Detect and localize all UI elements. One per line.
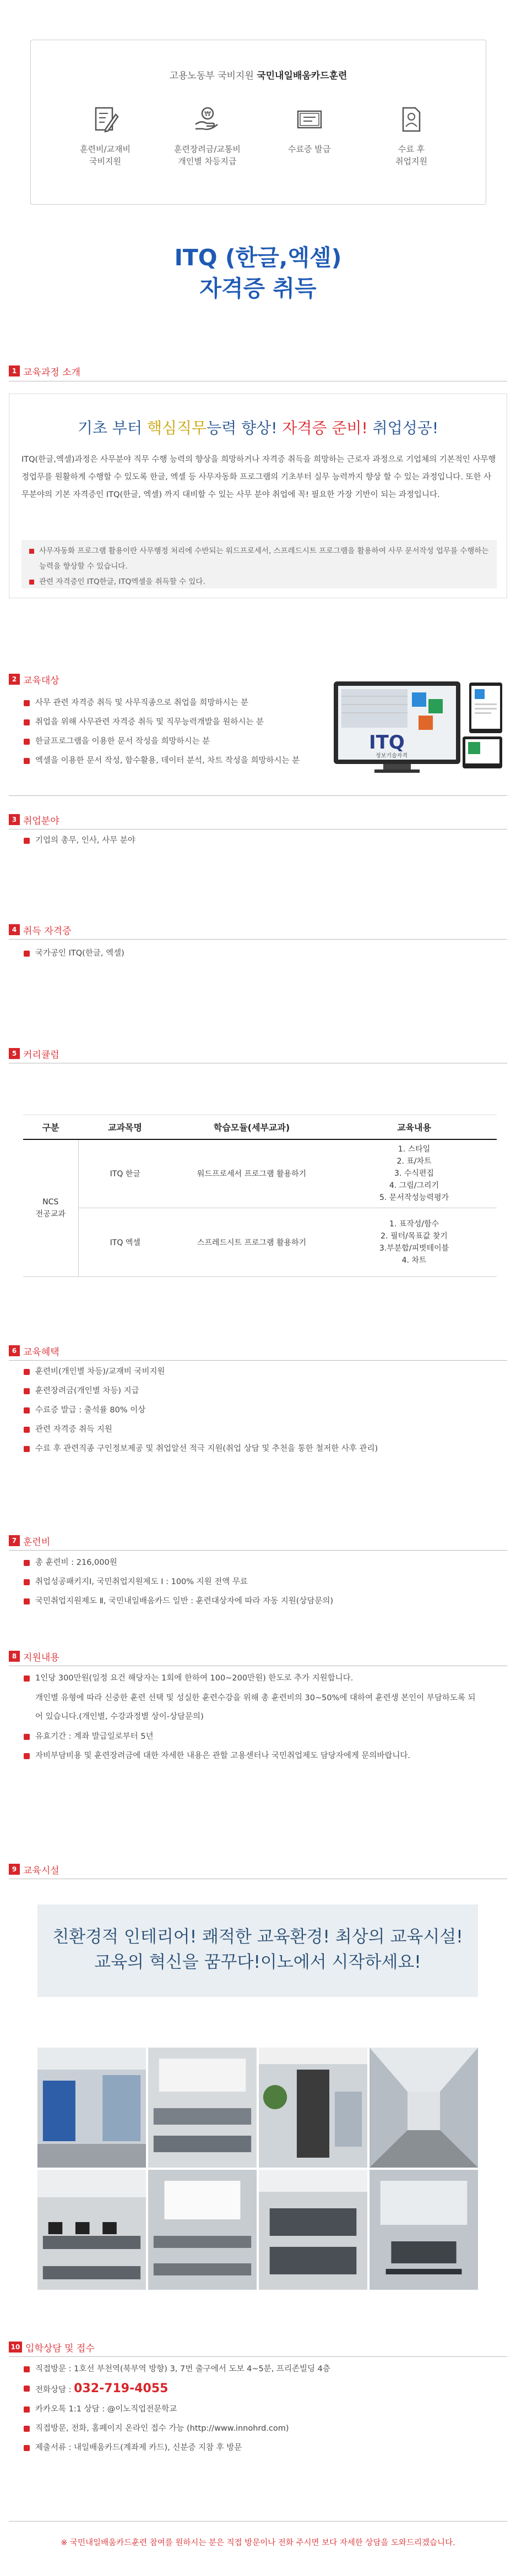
support-header xyxy=(31,68,486,81)
job-support-icon xyxy=(395,103,427,135)
list-item: 유효기간 : 계좌 발급일로부터 5년 xyxy=(22,1727,410,1747)
support-item-label: 훈련장려금/교통비 개인별 차등지급 xyxy=(173,144,241,166)
table-cell: 워드프로세서 프로그램 활용하기 xyxy=(172,1139,332,1208)
support-icons xyxy=(58,103,458,167)
list-item: 수료 후 관련직종 구인정보제공 및 취업알선 적극 지원(취업 상담 및 추천을 통한 철저한 사후 관리) xyxy=(22,1439,378,1459)
section-number: 8 xyxy=(9,1651,20,1662)
section-title: 교육대상 xyxy=(23,675,59,686)
document-pen-icon xyxy=(89,103,121,135)
benefit-list xyxy=(22,1362,378,1459)
section-number: 9 xyxy=(9,1864,20,1875)
svg-text:₩: ₩ xyxy=(204,110,211,118)
intro-sub-item: 관련 자격증인 ITQ한글, ITQ엑셀을 취득할 수 있다. xyxy=(27,574,497,590)
support-list-2 xyxy=(22,1727,410,1766)
section-number: 2 xyxy=(9,674,20,685)
intro-sub-item: 사무자동화 프로그램 활용이란 사무행정 처리에 수반되는 워드프로세서, 스프레드시트 프로그램을 활용하여 사무 문서작성 업무를 수행하는 능력을 향상할 수 있습니다. xyxy=(27,543,497,574)
list-item: 국가공인 ITQ(한글, 엑셀) xyxy=(22,944,124,963)
table-cell: 스프레드시트 프로그램 활용하기 xyxy=(172,1208,332,1277)
list-item-phone xyxy=(22,2379,330,2400)
facility-photo-grid xyxy=(37,2048,478,2290)
section-header-curri xyxy=(9,1046,59,1061)
section-title: 훈련비 xyxy=(23,1536,51,1548)
list-item: 사무 관련 자격증 취득 및 사무직종으로 취업을 희망하시는 분 xyxy=(22,694,300,713)
support-header-bold: 국민내일배움카드훈련 xyxy=(257,70,347,81)
section-header-cert xyxy=(9,922,72,937)
table-cell: ITQ 한글 xyxy=(78,1139,172,1208)
contact-list xyxy=(22,2360,330,2458)
section-header-target xyxy=(9,672,59,687)
support-item-label: 수료증 발급 xyxy=(288,144,331,154)
computer-lab-photo xyxy=(37,2170,146,2290)
support-box xyxy=(30,40,486,205)
intro-subbox xyxy=(21,540,497,588)
job-list xyxy=(22,831,135,850)
section-number: 5 xyxy=(9,1048,20,1059)
section-title: 취득 자격증 xyxy=(23,925,72,937)
support-item-tuition xyxy=(58,103,152,167)
list-item: 취업을 위해 사무관련 자격증 취득 및 직무능력개발을 원하시는 분 xyxy=(22,713,300,732)
section-header-contact xyxy=(9,2339,95,2355)
intro-headline-part: 핵심직무 xyxy=(146,419,207,437)
section-title: 지원내용 xyxy=(23,1652,59,1663)
facility-banner xyxy=(37,1904,478,1997)
section-header-benefit xyxy=(9,1343,59,1358)
section-number: 4 xyxy=(9,924,20,935)
hallway-photo xyxy=(37,2048,146,2168)
section-header-facility xyxy=(9,1862,59,1877)
page-title-line2: 자격증 취득 xyxy=(199,275,317,302)
list-item: 수료증 발급 : 출석률 80% 이상 xyxy=(22,1401,378,1420)
support-item-allowance xyxy=(160,103,254,167)
list-item: 관련 자격증 취득 지원 xyxy=(22,1420,378,1439)
intro-headline-part: 기초 부터 xyxy=(77,419,147,437)
list-item: 직접방문, 전화, 홈페이지 온라인 접수 가능 (http://www.innohrd.com) xyxy=(22,2419,330,2438)
table-header: 교육내용 xyxy=(332,1115,497,1139)
section-header-intro xyxy=(9,363,80,379)
support-item-job xyxy=(365,103,458,167)
itq-logo-text: ITQ xyxy=(369,732,405,754)
support-item-certificate xyxy=(263,103,356,167)
section-header-job xyxy=(9,812,59,827)
table-cell: 1. 표작성/함수 2. 필터/목표값 찾기 3.부분합/피벗테이블 4. 차트 xyxy=(332,1208,497,1277)
section-divider xyxy=(9,939,507,940)
section-header-support xyxy=(9,1649,59,1664)
certificate-icon xyxy=(294,103,325,135)
support-header-prefix: 고용노동부 국비지원 xyxy=(169,70,257,81)
facility-line2: 교육의 혁신을 꿈꾸다!이노에서 시작하세요! xyxy=(94,1952,421,1972)
table-header: 학습모듈(세부교과) xyxy=(172,1115,332,1139)
table-header: 구분 xyxy=(23,1115,78,1139)
table-cell: 1. 스타일 2. 표/차트 3. 수식편집 4. 그림/그리기 5. 문서작성능력평가 xyxy=(332,1139,497,1208)
intro-headline-part: 취업성공! xyxy=(372,419,439,437)
list-item: 한글프로그램을 이용한 문서 작성을 희망하시는 분 xyxy=(22,732,300,751)
list-item: 카카오톡 1:1 상담 : @이노직업전문학교 xyxy=(22,2400,330,2419)
section-title: 교육과정 소개 xyxy=(23,367,80,378)
intro-paragraph: ITQ(한글,엑셀)과정은 사무분야 직무 수행 능력의 향상을 희망하거나 자격증 취득을 희망하는 근로자 과정으로 기업체의 기본적인 사무행정업무를 원활하게 수행할 수 있도록 한글, 엑셀 등 사무자동화 프로그램의 기초부터 실무 능력까지 향상 할 수 있는 과정입니다. 또한 사무분야의 기본 자격증인 ITQ(한글, 엑셀) 까지 대비할 수 있는 사무 분야 취업에 꼭! 필요한 가장 기반이 되는 과정입니다. xyxy=(21,455,496,499)
support-item-label: 수료 후 취업지원 xyxy=(395,144,427,166)
facility-line1: 친환경적 인테리어! 쾌적한 교육환경! 최상의 교육시설! xyxy=(52,1927,463,1947)
list-item: 직접방문 : 1호선 부천역(북부역 방향) 3, 7번 출구에서 도보 4~5분, 프리존빌딩 4층 xyxy=(22,2360,330,2379)
section-header-fee xyxy=(9,1533,50,1548)
seminar-room-photo xyxy=(259,2170,367,2290)
section-divider xyxy=(9,795,507,796)
fee-list xyxy=(22,1553,333,1611)
list-item: 제출서류 : 내일배움카드(계좌제 카드), 신분증 지참 후 방문 xyxy=(22,2438,330,2458)
itq-monitor-illustration xyxy=(330,677,507,776)
section-divider xyxy=(9,1550,507,1551)
meeting-room-photo xyxy=(370,2170,478,2290)
table-row xyxy=(23,1208,497,1277)
phone-label: 전화상담 : xyxy=(35,2386,74,2394)
section-number: 3 xyxy=(9,814,20,825)
list-item: 자비부담비용 및 훈련장려금에 대한 자세한 내용은 관할 고용센터나 국민취업제도 담당자에게 문의바랍니다. xyxy=(22,1747,410,1766)
section-number: 1 xyxy=(9,365,20,376)
support-item-label: 훈련비/교재비 국비지원 xyxy=(80,144,131,166)
table-cell-group: NCS 전공교과 xyxy=(23,1139,78,1277)
hand-coin-icon xyxy=(191,103,223,135)
table-header-row xyxy=(23,1115,497,1139)
intro-headline-part: 능력 향상! xyxy=(207,419,283,437)
support-list xyxy=(22,1669,496,1688)
section-divider xyxy=(9,2521,507,2522)
list-item: 국민취업지원제도 Ⅱ, 국민내일배움카드 일반 : 훈련대상자에 따라 자동 지원(상담문의) xyxy=(22,1592,333,1611)
section-title: 교육혜택 xyxy=(23,1346,59,1358)
list-item: 취업성공패키지Ⅰ, 국민취업지원제도 Ⅰ : 100% 지원 전액 무료 xyxy=(22,1573,333,1592)
section-title: 입학상담 및 접수 xyxy=(25,2343,95,2354)
list-item: 총 훈련비 : 216,000원 xyxy=(22,1553,333,1573)
section-number: 7 xyxy=(9,1535,20,1546)
itq-promo-graphic xyxy=(330,677,507,776)
corridor-photo xyxy=(370,2048,478,2168)
list-item: 훈련장려금(개인별 차등) 지급 xyxy=(22,1382,378,1401)
section-number: 6 xyxy=(9,1345,20,1356)
footnote: ※ 국민내일배움카드훈련 참여를 원하시는 분은 직접 방문이나 전화 주시면 보다 자세한 상담을 도와드리겠습니다. xyxy=(61,2539,455,2547)
target-list xyxy=(22,694,300,771)
section-title: 취업분야 xyxy=(23,815,59,827)
itq-logo-caption: 정보기술자격 xyxy=(376,753,408,759)
list-item: 기업의 총무, 인사, 사무 분야 xyxy=(22,831,135,850)
phone-number[interactable]: 032-719-4055 xyxy=(74,2382,169,2395)
section-title: 커리큘럼 xyxy=(23,1049,59,1061)
cert-list xyxy=(22,944,124,963)
section-title: 교육시설 xyxy=(23,1865,59,1876)
section-number: 10 xyxy=(9,2342,22,2353)
page-title xyxy=(0,242,516,304)
list-item: 엑셀을 이용한 문서 작성, 함수활용, 데이터 분석, 차트 작성을 희망하시는 분 xyxy=(22,751,300,771)
lecture-room-photo xyxy=(148,2170,257,2290)
table-header: 교과목명 xyxy=(78,1115,172,1139)
lobby-photo xyxy=(259,2048,367,2168)
list-item: 훈련비(개인별 차등)/교재비 국비지원 xyxy=(22,1362,378,1382)
classroom-photo xyxy=(148,2048,257,2168)
table-row xyxy=(23,1139,497,1208)
intro-headline xyxy=(9,416,507,438)
list-item: 1인당 300만원(일정 요건 해당자는 1회에 한하여 100~200만원) 한도로 추가 지원합니다. xyxy=(22,1669,496,1688)
curriculum-table xyxy=(23,1115,497,1277)
section-divider xyxy=(9,1360,507,1361)
page-title-line1: ITQ (한글,엑셀) xyxy=(174,244,342,271)
section-divider xyxy=(9,2356,507,2357)
intro-box xyxy=(9,394,507,598)
support-detail-text: 개인별 유형에 따라 신중한 훈련 선택 및 성실한 훈련수강을 위해 총 훈련비의 30~50%에 대하여 훈련생 본인이 부담하도록 되어 있습니다.(개인별, 수강과정별 상이-상담문의) xyxy=(35,1694,476,1721)
intro-headline-part: 자격증 준비! xyxy=(282,419,373,437)
table-cell: ITQ 엑셀 xyxy=(78,1208,172,1277)
